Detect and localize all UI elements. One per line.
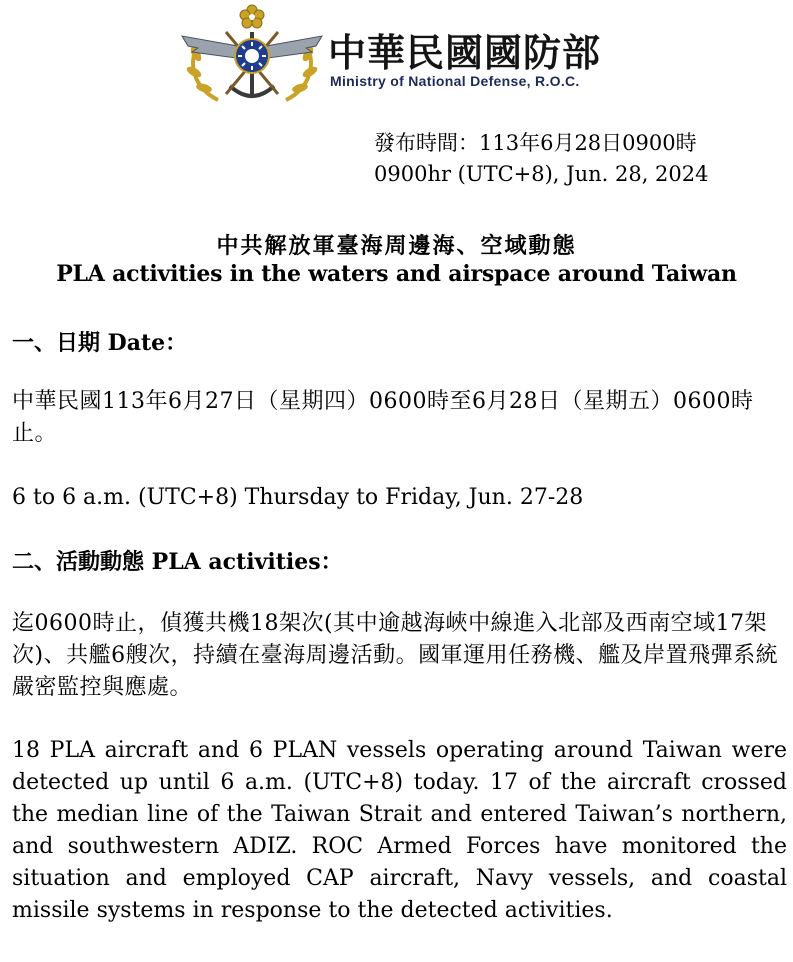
org-name-zh: 中華民國國防部 xyxy=(328,31,602,75)
letterhead xyxy=(0,0,793,120)
section-activities-text-en: 18 PLA aircraft and 6 PLAN vessels operating around Taiwan were detected up until 6 a.m. (UTC+8) today. 17 of the aircraft crossed the median line of the Taiwan Strait and entered Taiwan’s northern, and southwestern ADIZ. ROC Armed Forces have monitored the situation and employed CAP aircraft, Navy vessels, and coastal missile systems in response to the detected activities. xyxy=(12,738,787,923)
release-time-en: 0900hr (UTC+8), Jun. 28, 2024 xyxy=(374,162,709,186)
section-date-heading: 一、日期 Date： xyxy=(12,330,188,356)
release-time-zh: 發布時間：113年6月28日0900時 xyxy=(374,131,697,155)
section-date-text-zh: 中華民國113年6月27日（星期四）0600時至6月28日（星期五）0600時止。 xyxy=(12,389,754,446)
release-time xyxy=(374,128,708,190)
section-activities-heading: 二、活動動態 PLA activities： xyxy=(12,549,343,575)
page-title-zh: 中共解放軍臺海周邊海、空域動態 xyxy=(216,233,577,259)
mnd-emblem-icon xyxy=(178,2,326,108)
section-date-text-en: 6 to 6 a.m. (UTC+8) Thursday to Friday, Jun. 27-28 xyxy=(12,485,584,510)
page-title-en: PLA activities in the waters and airspace around Taiwan xyxy=(56,261,737,287)
section-activities-text-zh: 迄0600時止，偵獲共機18架次(其中逾越海峽中線進入北部及西南空域17架次)、共艦6艘次，持續在臺海周邊活動。國軍運用任務機、艦及岸置飛彈系統嚴密監控與應處。 xyxy=(12,611,779,700)
org-name-en: Ministry of National Defense, R.O.C. xyxy=(330,73,580,89)
